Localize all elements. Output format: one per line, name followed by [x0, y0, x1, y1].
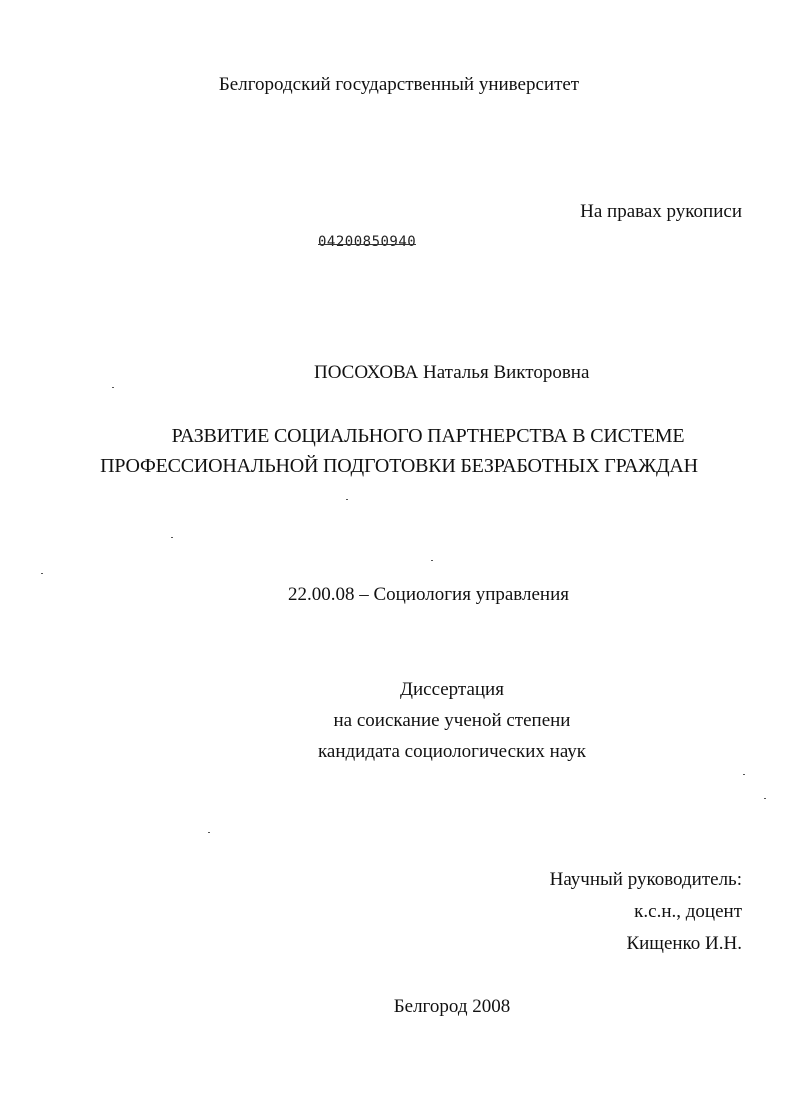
- university-name: Белгородский государственный университет: [218, 74, 580, 95]
- degree-line-2: на соискание ученой степени: [333, 710, 571, 731]
- registration-number-stamp: 04200850940: [318, 234, 417, 250]
- supervisor-label: Научный руководитель:: [549, 869, 742, 890]
- manuscript-rights-note: На правах рукописи: [580, 201, 742, 222]
- scan-speck: [112, 387, 114, 388]
- author-name: ПОСОХОВА Наталья Викторовна: [314, 362, 590, 383]
- supervisor-name: Кищенко И.Н.: [626, 933, 742, 954]
- scan-speck: [431, 560, 433, 561]
- scan-speck: [764, 798, 766, 799]
- scan-speck: [171, 537, 173, 538]
- dissertation-title-line-2: ПРОФЕССИОНАЛЬНОЙ ПОДГОТОВКИ БЕЗРАБОТНЫХ ГРАЖДАН: [100, 455, 698, 477]
- scan-speck: [743, 774, 745, 775]
- degree-line-3: кандидата социологических наук: [317, 741, 587, 762]
- supervisor-rank: к.с.н., доцент: [634, 901, 742, 922]
- scan-speck: [208, 832, 210, 833]
- scan-speck: [346, 499, 348, 500]
- degree-line-1: Диссертация: [400, 679, 504, 700]
- scan-speck: [41, 573, 43, 574]
- dissertation-title-line-1: РАЗВИТИЕ СОЦИАЛЬНОГО ПАРТНЕРСТВА В СИСТЕМЕ: [171, 425, 685, 447]
- city-year: Белгород 2008: [393, 996, 511, 1017]
- specialty-code: 22.00.08 – Социология управления: [288, 584, 570, 605]
